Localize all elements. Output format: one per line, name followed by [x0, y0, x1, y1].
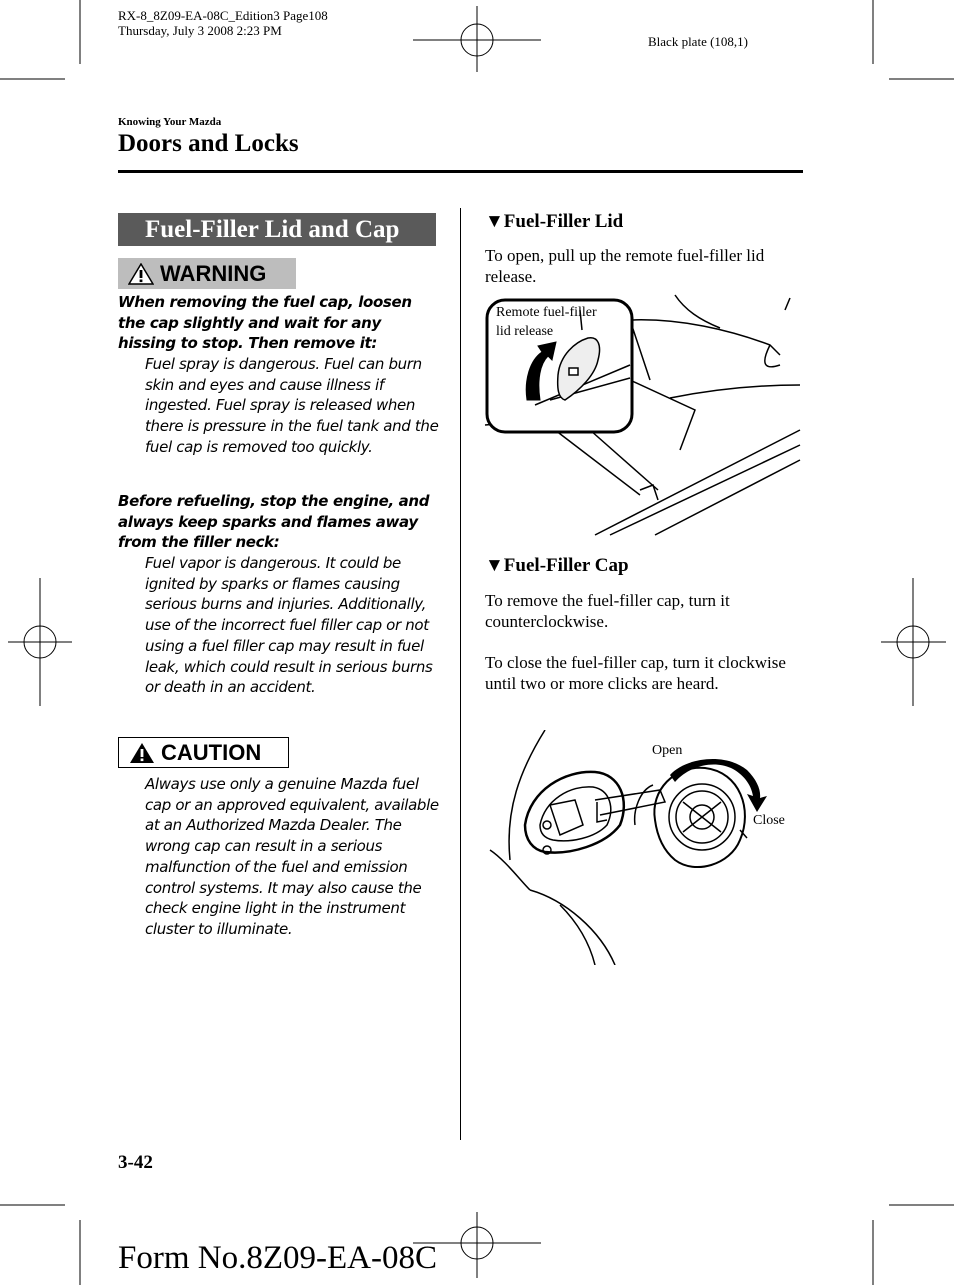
print-info-line2: Thursday, July 3 2008 2:23 PM [118, 23, 282, 38]
warning-badge [118, 258, 296, 289]
print-info [118, 8, 328, 38]
warning-body-1: Fuel spray is dangerous. Fuel can burn skin and eyes and cause illness if ingested. Fuel spray is released when there is pressure in the fuel tank and the fuel cap is removed too quickly. [145, 355, 439, 456]
form-number: Form No.8Z09-EA-08C [118, 1240, 437, 1276]
warning-lead-1: When removing the fuel cap, loosen the cap slightly and wait for any hissing to stop. Then remove it: [118, 293, 412, 352]
warning-triangle-icon [128, 263, 154, 285]
cap-heading: ▼Fuel-Filler Cap [485, 555, 629, 576]
column-divider [460, 208, 461, 1140]
section-title: Fuel-Filler Lid and Cap [118, 213, 436, 246]
caution-triangle-icon [129, 742, 155, 764]
callout-line-1: Remote fuel-filler [496, 305, 597, 320]
lid-text: To open, pull up the remote fuel-filler lid release. [485, 246, 765, 286]
header-kicker: Knowing Your Mazda [118, 116, 222, 128]
figure-open-label: Open [652, 743, 683, 758]
lid-release-illustration [480, 290, 805, 540]
warning-body-2: Fuel vapor is dangerous. It could be ignited by sparks or flames causing serious burns and injuries. Additionally, use of the incorrect fuel filler cap or not using a fuel filler cap may result in fuel leak, which could result in serious burns or death in an accident. [145, 554, 433, 697]
plate-info: Black plate (108,1) [648, 34, 748, 49]
lid-heading: ▼Fuel-Filler Lid [485, 211, 624, 232]
caution-body: Always use only a genuine Mazda fuel cap or an approved equivalent, available at an Authorized Mazda Dealer. The wrong cap can result in a serious malfunction of the fuel and emission control systems. It may also cause the check engine light in the instrument cluster to illuminate. [145, 775, 439, 938]
filler-cap-illustration [485, 730, 805, 965]
warning-lead-2: Before refueling, stop the engine, and always keep sparks and flames away from the filler neck: [118, 492, 430, 551]
caution-label: CAUTION [161, 739, 262, 765]
callout-line-2: lid release [496, 324, 554, 339]
cap-text-1: To remove the fuel-filler cap, turn it counterclockwise. [485, 591, 730, 631]
cap-text-2: To close the fuel-filler cap, turn it clockwise until two or more clicks are heard. [485, 653, 786, 693]
chapter-title: Doors and Locks [118, 130, 299, 157]
page-number: 3-42 [118, 1152, 153, 1173]
print-info-line1: RX-8_8Z09-EA-08C_Edition3 Page108 [118, 8, 328, 23]
figure-close-label: Close [753, 813, 785, 828]
caution-badge [118, 737, 289, 768]
warning-label: WARNING [160, 260, 267, 286]
header-rule [118, 170, 803, 173]
